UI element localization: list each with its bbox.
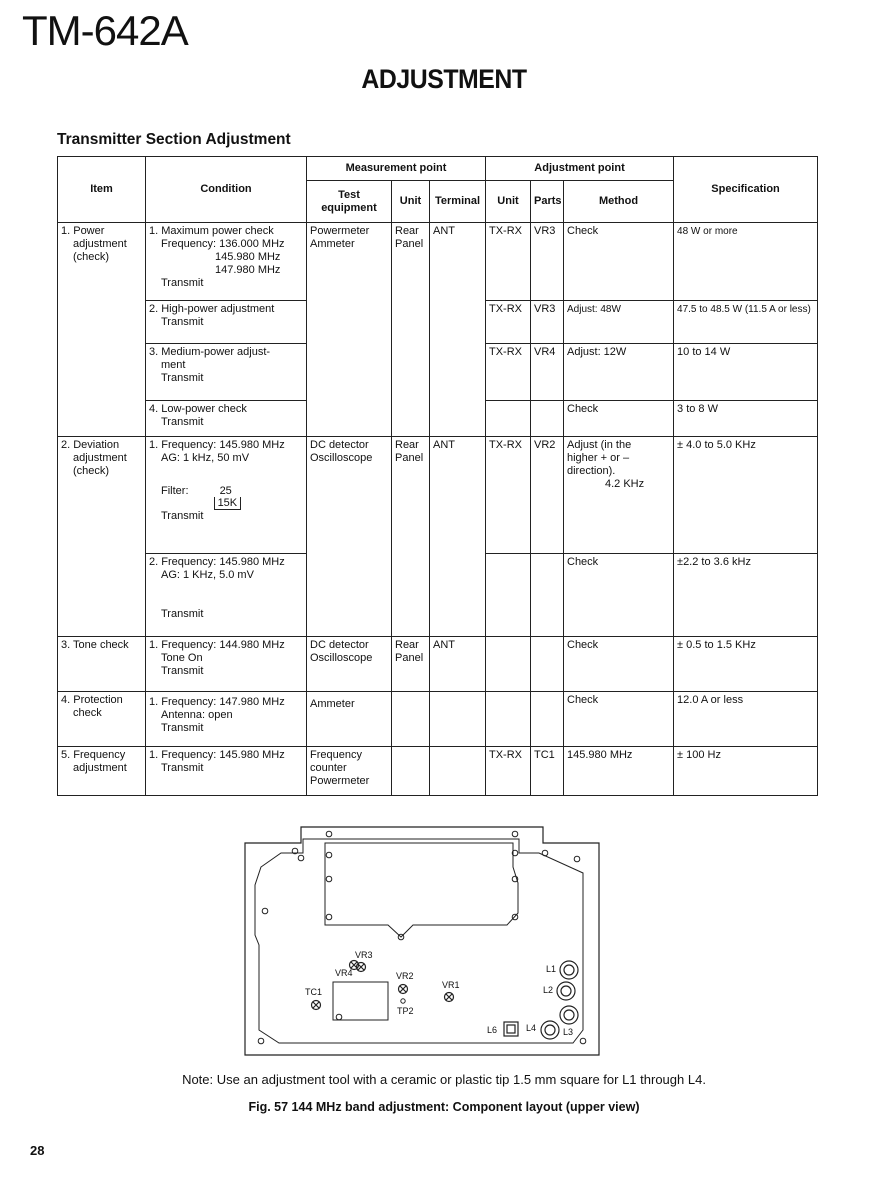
method-cell: Check	[564, 223, 674, 301]
header-test-equipment: Test equipment	[307, 181, 392, 223]
method-cell: Adjust (in the higher + or – direction). 4.2 KHz	[564, 437, 674, 554]
label-vr4: VR4	[335, 968, 353, 978]
condition-cell: 1. Maximum power check Frequency: 136.000 MHz 145.980 MHz 147.980 MHz Transmit	[146, 223, 307, 301]
l6-coil	[504, 1022, 518, 1036]
unit-cell: Rear Panel	[392, 437, 430, 637]
terminal-cell	[430, 747, 486, 796]
condition-cell: 2. Frequency: 145.980 MHz AG: 1 KHz, 5.0 mV Transmit	[146, 554, 307, 637]
parts-cell: VR4	[531, 344, 564, 401]
unit-cell: Rear Panel	[392, 637, 430, 692]
item-frequency: 5. Frequency adjustment	[58, 747, 146, 796]
method-cell: Adjust: 48W	[564, 301, 674, 344]
table-row	[58, 437, 818, 554]
test-equipment-cell: DC detector Oscilloscope	[307, 637, 392, 692]
note-text: Note: Use an adjustment tool with a ceramic or plastic tip 1.5 mm square for L1 through L4.	[182, 1072, 706, 1087]
label-l3: L3	[563, 1027, 574, 1037]
item-tone: 3. Tone check	[58, 637, 146, 692]
test-equipment-cell: DC detector Oscilloscope	[307, 437, 392, 637]
terminal-cell: ANT	[430, 637, 486, 692]
header-adjustment-point: Adjustment point	[486, 157, 674, 181]
figure-caption: Fig. 57 144 MHz band adjustment: Component layout (upper view)	[248, 1100, 640, 1114]
item-protection: 4. Protection check	[58, 692, 146, 747]
header-terminal: Terminal	[430, 181, 486, 223]
label-l2: L2	[543, 985, 554, 995]
terminal-cell: ANT	[430, 223, 486, 437]
unit-cell	[392, 692, 430, 747]
header-measurement-point: Measurement point	[307, 157, 486, 181]
parts-cell	[531, 637, 564, 692]
vr2-symbol	[399, 985, 408, 994]
spec-cell: 3 to 8 W	[674, 401, 818, 437]
l2-coil	[557, 982, 575, 1000]
test-equipment-cell: Frequency counter Powermeter	[307, 747, 392, 796]
adj-unit-cell	[486, 401, 531, 437]
spec-cell: 48 W or more	[674, 223, 818, 301]
adjustment-table	[57, 156, 818, 796]
parts-cell: VR3	[531, 301, 564, 344]
page-number: 28	[30, 1143, 45, 1158]
table-row	[58, 223, 818, 301]
parts-cell	[531, 401, 564, 437]
condition-cell: 1. Frequency: 144.980 MHz Tone On Transmit	[146, 637, 307, 692]
shield-outline	[325, 843, 518, 937]
parts-cell: TC1	[531, 747, 564, 796]
spec-cell: ± 4.0 to 5.0 KHz	[674, 437, 818, 554]
adj-unit-cell	[486, 554, 531, 637]
label-vr3: VR3	[355, 950, 373, 960]
adj-unit-cell	[486, 637, 531, 692]
l3-coil	[560, 1006, 578, 1024]
label-vr2: VR2	[396, 971, 414, 981]
condition-cell: 1. Frequency: 145.980 MHz Transmit	[146, 747, 307, 796]
terminal-cell	[430, 692, 486, 747]
table-row	[58, 692, 818, 747]
condition-cell: 3. Medium-power adjust- ment Transmit	[146, 344, 307, 401]
spec-cell: 10 to 14 W	[674, 344, 818, 401]
label-tc1: TC1	[305, 987, 323, 997]
header-adj-unit: Unit	[486, 181, 531, 223]
header-method: Method	[564, 181, 674, 223]
spec-cell: 47.5 to 48.5 W (11.5 A or less)	[674, 301, 818, 344]
tc1-symbol	[312, 1001, 321, 1010]
model-number: TM-642A	[22, 7, 188, 54]
l1-coil	[560, 961, 578, 979]
method-cell: Check	[564, 401, 674, 437]
parts-cell: VR2	[531, 437, 564, 554]
parts-cell	[531, 554, 564, 637]
method-cell: Check	[564, 692, 674, 747]
table-row	[58, 747, 818, 796]
l4-coil	[541, 1021, 559, 1039]
condition-cell: 1. Frequency: 147.980 MHz Antenna: open Transmit	[146, 692, 307, 747]
test-equipment-cell: Powermeter Ammeter	[307, 223, 392, 437]
label-l6: L6	[487, 1025, 498, 1035]
item-power: 1. Power adjustment (check)	[58, 223, 146, 437]
board-inner-outline	[255, 839, 583, 1043]
label-tp2: TP2	[397, 1006, 414, 1016]
adj-unit-cell: TX-RX	[486, 437, 531, 554]
condition-cell: 4. Low-power check Transmit	[146, 401, 307, 437]
test-equipment-cell: Ammeter	[307, 692, 392, 747]
label-vr1: VR1	[442, 980, 460, 990]
label-l4: L4	[526, 1023, 537, 1033]
header-unit: Unit	[392, 181, 430, 223]
mounting-holes	[258, 831, 586, 1044]
item-deviation: 2. Deviation adjustment (check)	[58, 437, 146, 637]
adj-unit-cell	[486, 692, 531, 747]
condition-cell: 2. High-power adjustment Transmit	[146, 301, 307, 344]
header-item: Item	[58, 157, 146, 223]
spec-cell: ± 100 Hz	[674, 747, 818, 796]
unit-cell	[392, 747, 430, 796]
adj-unit-cell: TX-RX	[486, 747, 531, 796]
method-cell: Check	[564, 554, 674, 637]
adj-unit-cell: TX-RX	[486, 344, 531, 401]
spec-cell: ± 0.5 to 1.5 KHz	[674, 637, 818, 692]
page-title: ADJUSTMENT	[361, 64, 527, 94]
parts-cell: VR3	[531, 223, 564, 301]
spec-cell: 12.0 A or less	[674, 692, 818, 747]
terminal-cell: ANT	[430, 437, 486, 637]
component-layout-diagram	[243, 825, 601, 1060]
tc1-module-outline	[333, 982, 388, 1020]
condition-cell: 1. Frequency: 145.980 MHz AG: 1 kHz, 50 mV Filter: 25 15K Transmit	[146, 437, 307, 554]
table-row	[58, 637, 818, 692]
method-cell: Adjust: 12W	[564, 344, 674, 401]
section-title: Transmitter Section Adjustment	[57, 131, 291, 148]
unit-cell: Rear Panel	[392, 223, 430, 437]
vr1-symbol	[445, 993, 454, 1002]
adj-unit-cell: TX-RX	[486, 223, 531, 301]
method-cell: 145.980 MHz	[564, 747, 674, 796]
header-condition: Condition	[146, 157, 307, 223]
header-parts: Parts	[531, 181, 564, 223]
spec-cell: ±2.2 to 3.6 kHz	[674, 554, 818, 637]
method-cell: Check	[564, 637, 674, 692]
board-outline	[245, 827, 599, 1055]
header-specification: Specification	[674, 157, 818, 223]
parts-cell	[531, 692, 564, 747]
label-l1: L1	[546, 964, 557, 974]
adj-unit-cell: TX-RX	[486, 301, 531, 344]
